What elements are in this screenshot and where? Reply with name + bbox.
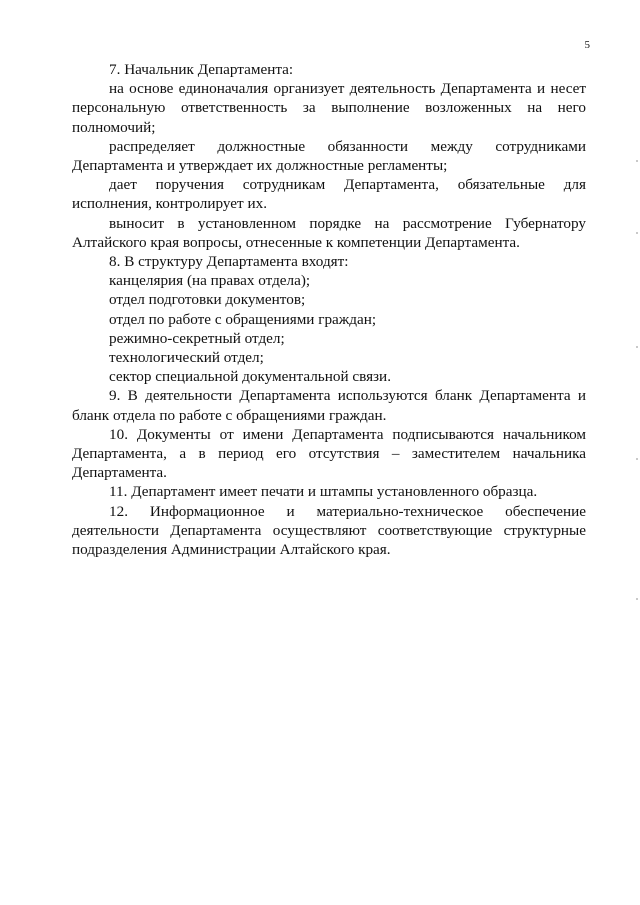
scan-artifact	[636, 458, 638, 460]
paragraph-9: 9. В деятельности Департамента используются бланк Департамента и бланк отдела по работе с обращениями граждан.	[72, 387, 586, 424]
structure-item-appeals: отдел по работе с обращениями граждан;	[109, 310, 377, 328]
structure-item-secret: режимно-секретный отдел;	[109, 329, 285, 347]
scan-artifact	[636, 598, 638, 600]
structure-item-communication: сектор специальной документальной связи.	[109, 368, 391, 386]
paragraph-11: 11. Департамент имеет печати и штампы установленного образца.	[109, 483, 538, 501]
structure-item-documents: отдел подготовки документов;	[109, 291, 306, 309]
paragraph-7-item-4: выносит в установленном порядке на рассмотрение Губернатору Алтайского края вопросы, отнесенные к компетенции Департамента.	[72, 214, 586, 251]
paragraph-8-heading: 8. В структуру Департамента входят:	[109, 253, 349, 271]
scan-artifact	[636, 346, 638, 348]
structure-item-technology: технологический отдел;	[109, 349, 264, 367]
scan-artifact	[636, 232, 638, 234]
scan-artifact	[636, 160, 638, 162]
paragraph-7-heading: 7. Начальник Департамента:	[109, 61, 294, 78]
paragraph-7-item-1: на основе единоначалия организует деятельность Департамента и несет персональную ответственность за выполнение возложенных на него полномочий;	[72, 80, 586, 136]
paragraph-7-item-3: дает поручения сотрудникам Департамента, обязательные для исполнения, контролирует их.	[72, 176, 586, 213]
page-number: 5	[584, 39, 590, 51]
paragraph-12: 12. Информационное и материально-техническое обеспечение деятельности Департамента осуществляют соответствующие структурные подразделения Администрации Алтайского края.	[72, 502, 586, 559]
document-body	[72, 60, 586, 559]
paragraph-10: 10. Документы от имени Департамента подписываются начальником Департамента, а в период его отсутствия – заместителем начальника Департамента.	[72, 425, 586, 482]
paragraph-7-item-2: распределяет должностные обязанности между сотрудниками Департамента и утверждает их должностные регламенты;	[72, 137, 586, 175]
structure-item-chancellery: канцелярия (на правах отдела);	[109, 272, 311, 290]
